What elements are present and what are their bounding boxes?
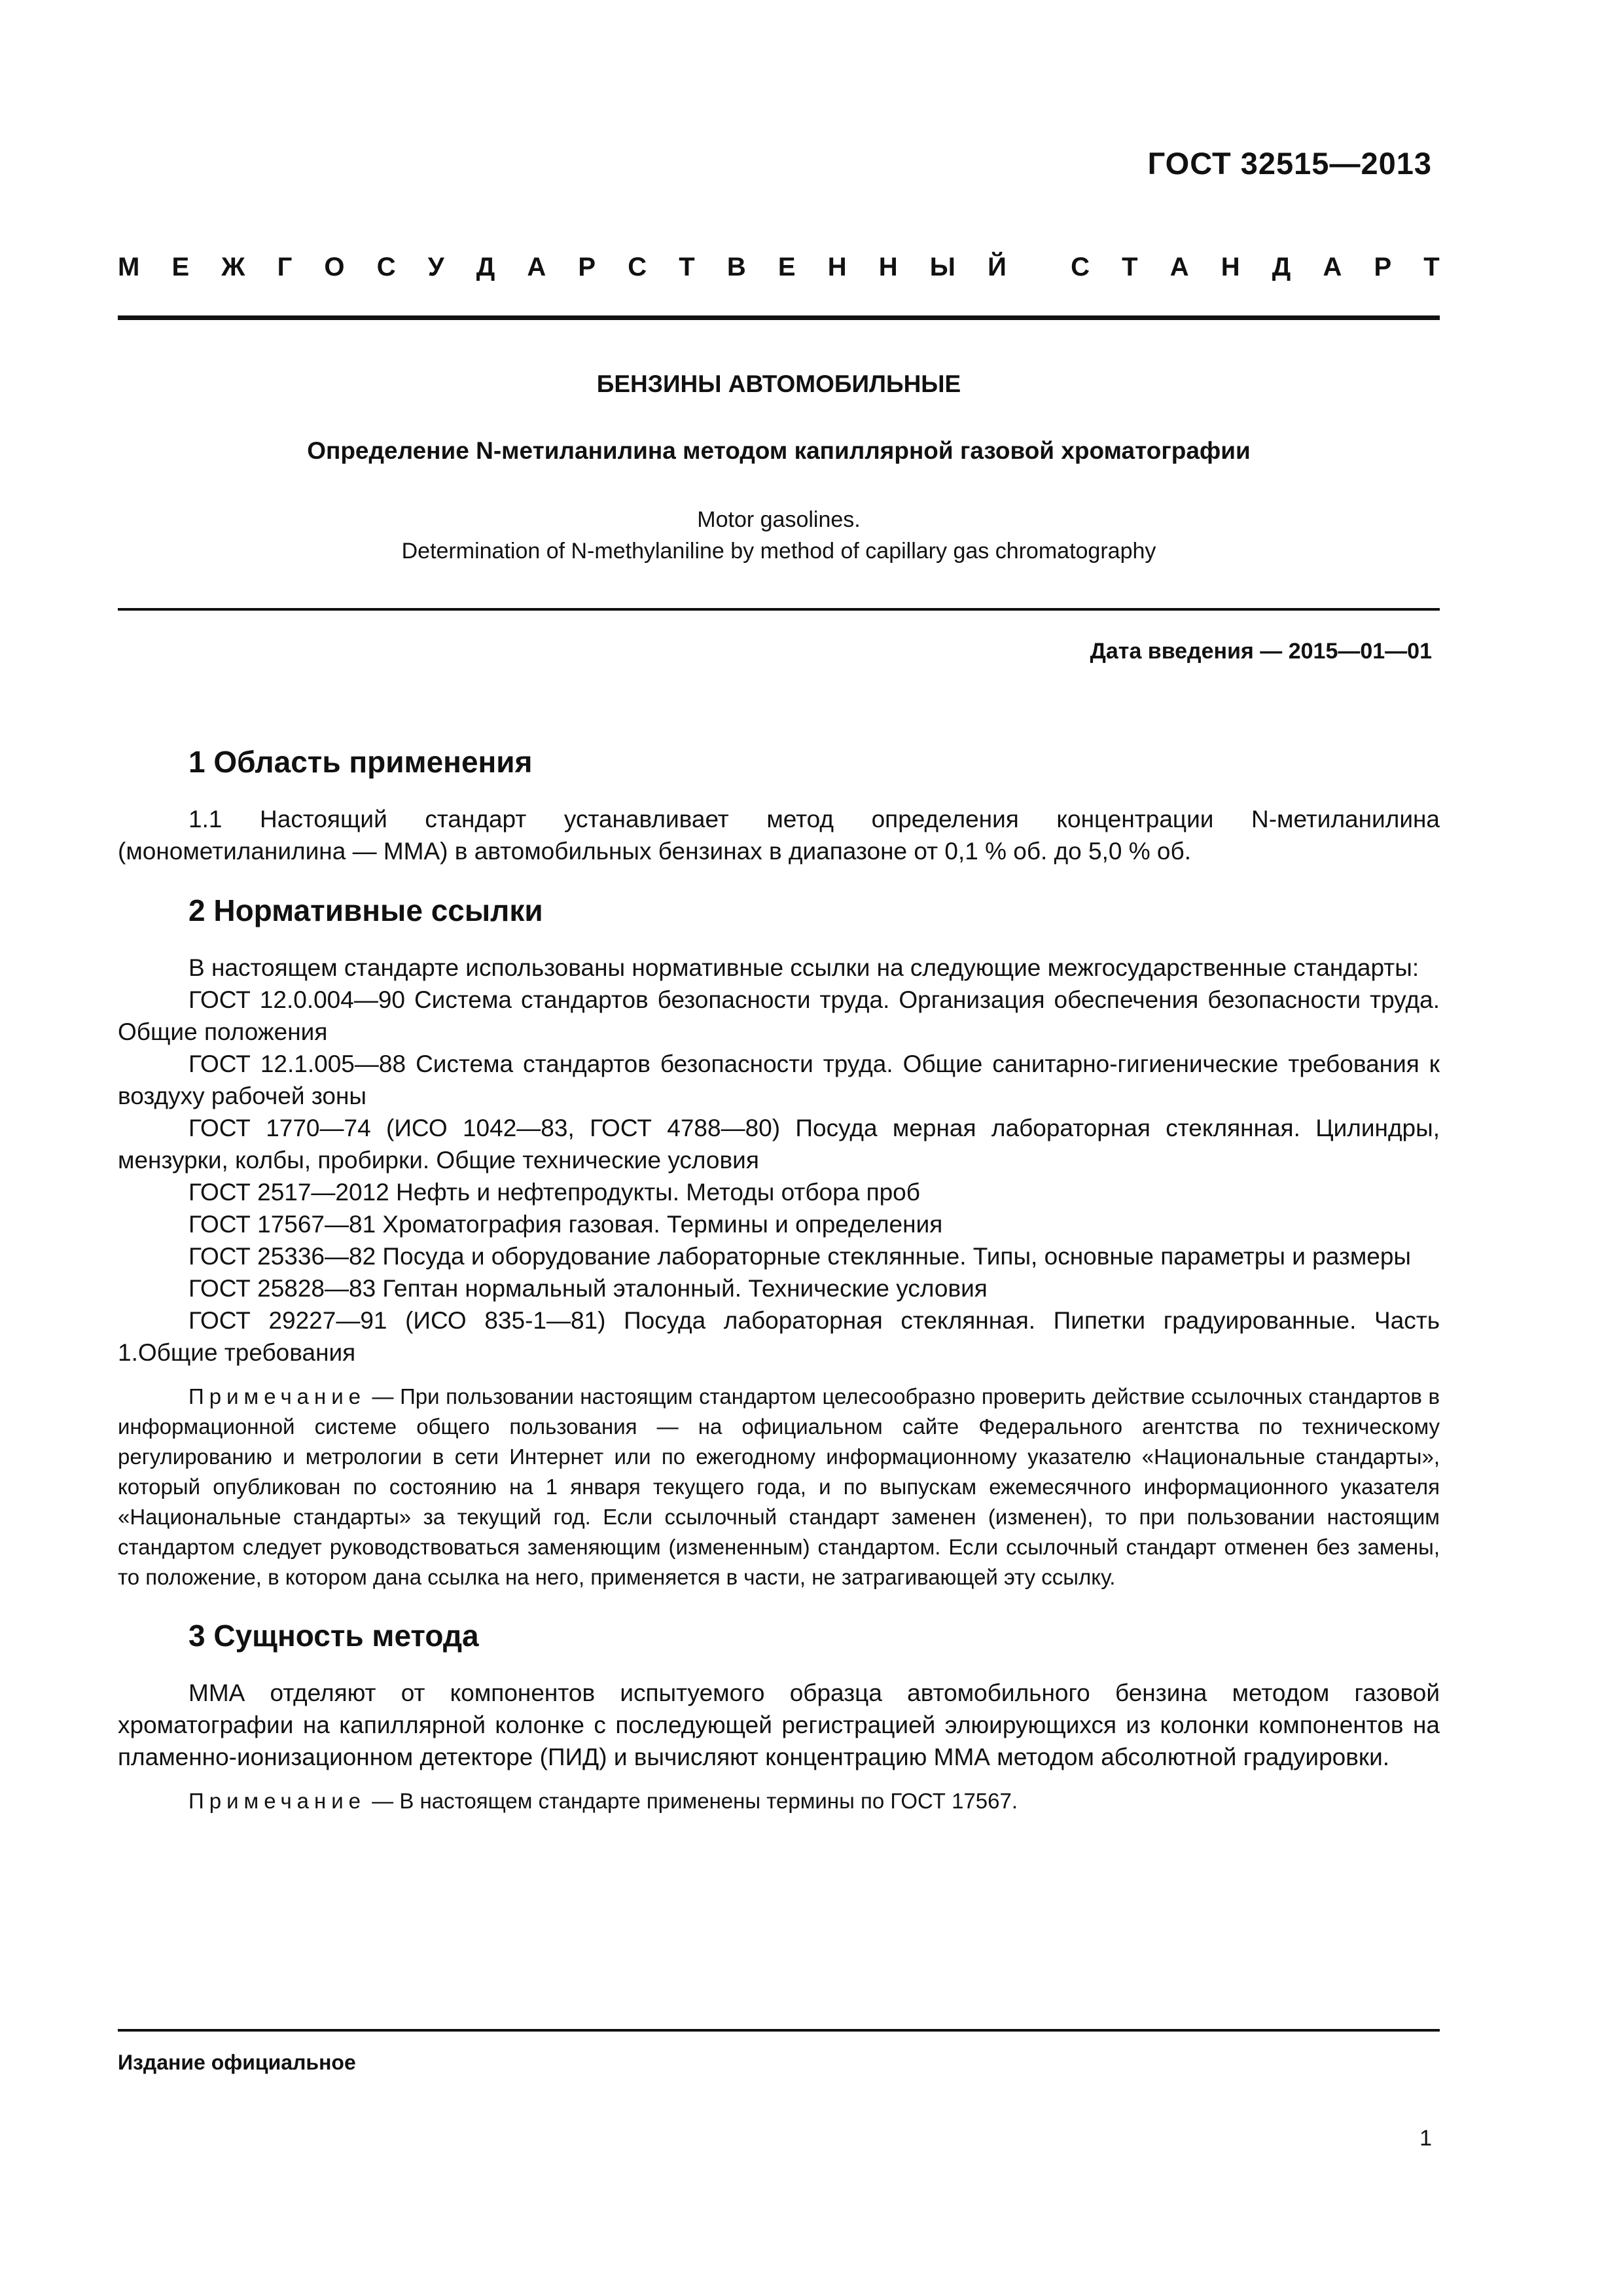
reference-item: ГОСТ 29227—91 (ИСО 835-1—81) Посуда лабораторная стеклянная. Пипетки градуированные. Часть 1.Общие требования [118,1307,1440,1366]
heading-letter: Г [277,253,293,281]
official-edition-label: Издание официальное [118,2051,356,2074]
english-title [118,504,1440,567]
heading-letter: Д [1272,253,1291,281]
gost-number: ГОСТ 32515—2013 [1147,146,1432,181]
reference-item: ГОСТ 12.1.005—88 Система стандартов безопасности труда. Общие санитарно-гигиенические требования к воздуху рабочей зоны [118,1050,1440,1109]
heading-letter: О [324,253,345,281]
heading-letter: Д [476,253,495,281]
heading-letter: В [726,253,746,281]
section-heading: 2 Нормативные ссылки [188,893,543,927]
reference-item: ГОСТ 25336—82 Посуда и оборудование лабораторные стеклянные. Типы, основные параметры и размеры [188,1243,1412,1270]
heading-letter: Н [827,253,847,281]
heading-letter: Р [1374,253,1392,281]
heading-letter: А [1323,253,1342,281]
paragraph: В настоящем стандарте использованы нормативные ссылки на следующие межгосударственные стандарты: [188,954,1419,981]
reference-item: ГОСТ 1770—74 (ИСО 1042—83, ГОСТ 4788—80) Посуда мерная лабораторная стеклянная. Цилиндры, мензурки, колбы, пробирки. Общие технические условия [118,1115,1440,1174]
footer-divider [118,2029,1440,2032]
heading-letter: А [527,253,546,281]
heading-letter: Е [777,253,796,281]
heading-letter: Ы [929,253,955,281]
section-heading: 3 Сущность метода [188,1619,479,1653]
heading-letter: Т [1122,253,1138,281]
title-divider [118,608,1440,611]
heading-letter: С [376,253,396,281]
interstate-standard-heading [118,253,1440,282]
reference-item: ГОСТ 12.0.004—90 Система стандартов безопасности труда. Организация обеспечения безопасности труда. Общие положения [118,986,1440,1045]
introduction-date: Дата введения — 2015—01—01 [1090,639,1432,664]
heading-letter: С [1071,253,1090,281]
note-label: Примечание [188,1384,366,1408]
note-text: — При пользовании настоящим стандартом целесообразно проверить действие ссылочных стандартов в информационной системе общего пользования — на официальном сайте Федерального агентства по техническому регулированию и метрологии в сети Интернет или по ежегодному информационному указателю «Национальные стандарты», который опубликован по состоянию на 1 января текущего года, и по выпускам ежемесячного информационного указателя «Национальные стандарты» за текущий год. Если ссылочный стандарт заменен (изменен), то при пользовании настоящим стандартом следует руководствоваться заменяющим (измененным) стандартом. Если ссылочный стандарт отменен без замены, то положение, в котором дана ссылка на него, применяется в части, не затрагивающей эту ссылку. [118,1384,1440,1589]
reference-item: ГОСТ 25828—83 Гептан нормальный эталонный. Технические условия [188,1275,988,1302]
paragraph: 1.1 Настоящий стандарт устанавливает метод определения концентрации N-метиланилина (монометиланилина — ММА) в автомобильных бензинах в диапазоне от 0,1 % об. до 5,0 % об. [118,806,1440,865]
english-title-line: Motor gasolines. [697,507,861,532]
document-title: БЕНЗИНЫ АВТОМОБИЛЬНЫЕ [596,370,961,397]
document-body [118,746,1440,1816]
heading-letter: Р [578,253,596,281]
heading-letter: Т [1423,253,1440,281]
note-label: Примечание [188,1789,366,1813]
heading-letter: А [1169,253,1189,281]
note-text: — В настоящем стандарте применены термины по ГОСТ 17567. [366,1789,1018,1813]
reference-item: ГОСТ 17567—81 Хроматография газовая. Термины и определения [188,1211,943,1238]
section-heading: 1 Область применения [188,745,533,779]
note [118,1786,1440,1816]
heading-letter: Н [1221,253,1240,281]
heading-letter: Т [679,253,695,281]
reference-item: ГОСТ 2517—2012 Нефть и нефтепродукты. Методы отбора проб [188,1179,920,1206]
heading-letter: У [427,253,444,281]
note [118,1382,1440,1592]
document-subtitle: Определение N-метиланилина методом капиллярной газовой хроматографии [307,437,1251,464]
heading-letter: С [628,253,647,281]
header-divider [118,315,1440,320]
heading-letter: М [118,253,140,281]
english-title-line: Determination of N-methylaniline by method of capillary gas chromatography [401,539,1156,564]
heading-letter: Ж [221,253,245,281]
heading-letter: Й [988,253,1007,281]
heading-letter: Е [171,253,190,281]
page-number: 1 [1419,2126,1432,2151]
heading-letter: Н [878,253,898,281]
paragraph: ММА отделяют от компонентов испытуемого образца автомобильного бензина методом газовой хроматографии на капиллярной колонке с последующей регистрацией элюирующихся из колонки компонентов на пламенно-ионизационном детекторе (ПИД) и вычисляют концентрацию ММА методом абсолютной градуировки. [118,1679,1440,1770]
